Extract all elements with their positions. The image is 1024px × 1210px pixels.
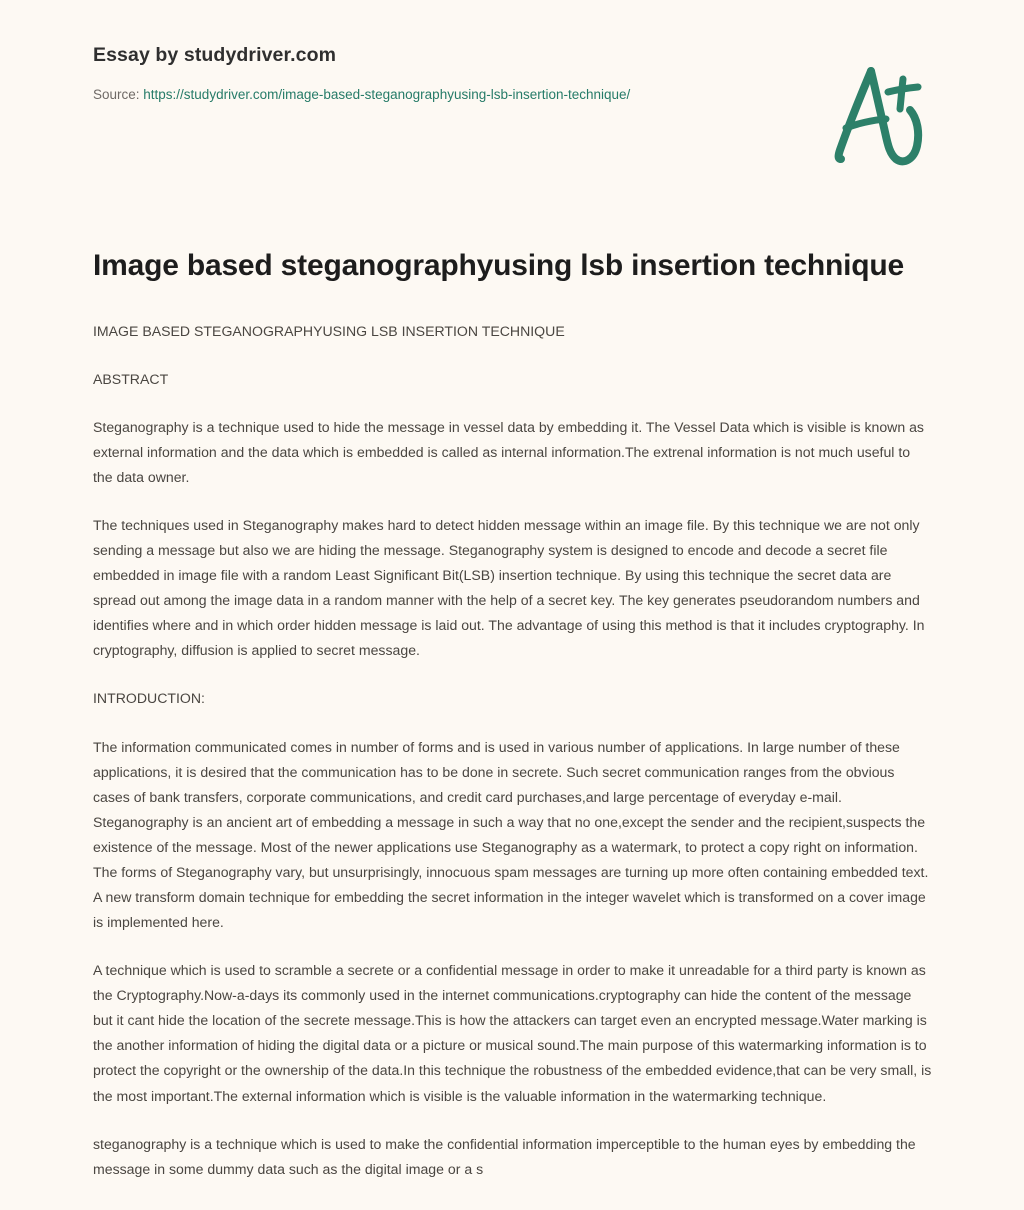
a-plus-logo: [824, 58, 944, 178]
paragraph-steganography-truncated: steganography is a technique which is used to make the confidential information imperceptible to the human eyes by embedding the message in some dummy data such as the digital image or a s: [93, 1135, 916, 1177]
paragraph-introduction-1: The information communicated comes in number of forms and is used in various number of applications. In large number of these applications, it is desired that the communication has to be done in secrete. Such secret communication ranges from the obvious cases of bank transfers, corporate communications, and credit card purchases,and large percentage of everyday e-mail. Steganography is an ancient art of embedding a message in such a way that no one,except the sender and the recipient,suspects the existence of the message. Most of the newer applications use Steganography as a watermark, to protect a copy right on information. The forms of Steganography vary, but unsurprisingly, innocuous spam messages are turning up more often containing embedded text. A new transform domain technique for embedding the secret information in the integer wavelet which is transformed on a cover image is implemented here.: [93, 738, 929, 931]
paragraph-abstract-1: Steganography is a technique used to hide the message in vessel data by embedding it. The Vessel Data which is visible is known as external information and the data which is embedded is called as internal information.The extrenal information is not much useful to the data owner.: [93, 418, 924, 485]
source-citation: [93, 83, 713, 108]
paragraph-abstract-heading: ABSTRACT: [93, 370, 169, 387]
paragraph-subtitle: IMAGE BASED STEGANOGRAPHYUSING LSB INSERTION TECHNIQUE: [93, 322, 565, 339]
paragraph-abstract-2: The techniques used in Steganography makes hard to detect hidden message within an image file. By this technique we are not only sending a message but also we are hiding the message. Steganography system is designed to encode and decode a secret file embedded in image file with a random Least Significant Bit(LSB) insertion technique. By using this technique the secret data are spread out among the image data in a random manner with the help of a secret key. The key generates pseudorandom numbers and identifies where and in which order hidden message is laid out. The advantage of using this method is that it includes cryptography. In cryptography, diffusion is applied to secret message.: [93, 516, 925, 659]
source-label: Source:: [93, 87, 144, 103]
document-header: [93, 44, 793, 108]
paragraph-introduction-heading: INTRODUCTION:: [93, 690, 205, 707]
document-body: [93, 248, 933, 1182]
paragraph-cryptography: A technique which is used to scramble a secrete or a confidential message in order to make it unreadable for a third party is known as the Cryptography.Now-a-days its commonly used in the internet communications.cryptography can hide the content of the message but it cant hide the location of the secrete message.This is how the attackers can target even an encrypted message.Water marking is the another information of hiding the digital data or a picture or musical sound.The main purpose of this watermarking information is to protect the copyright or the ownership of the data.In this technique the robustness of the embedded evidence,that can be very small, is the most important.The external information which is visible is the valuable information in the watermarking technique.: [93, 962, 932, 1104]
essay-byline: Essay by studydriver.com: [93, 44, 337, 66]
source-url-link[interactable]: https://studydriver.com/image-based-steganographyusing-lsb-insertion-technique/: [143, 87, 631, 103]
page-title: Image based steganographyusing lsb insertion technique: [93, 249, 905, 282]
